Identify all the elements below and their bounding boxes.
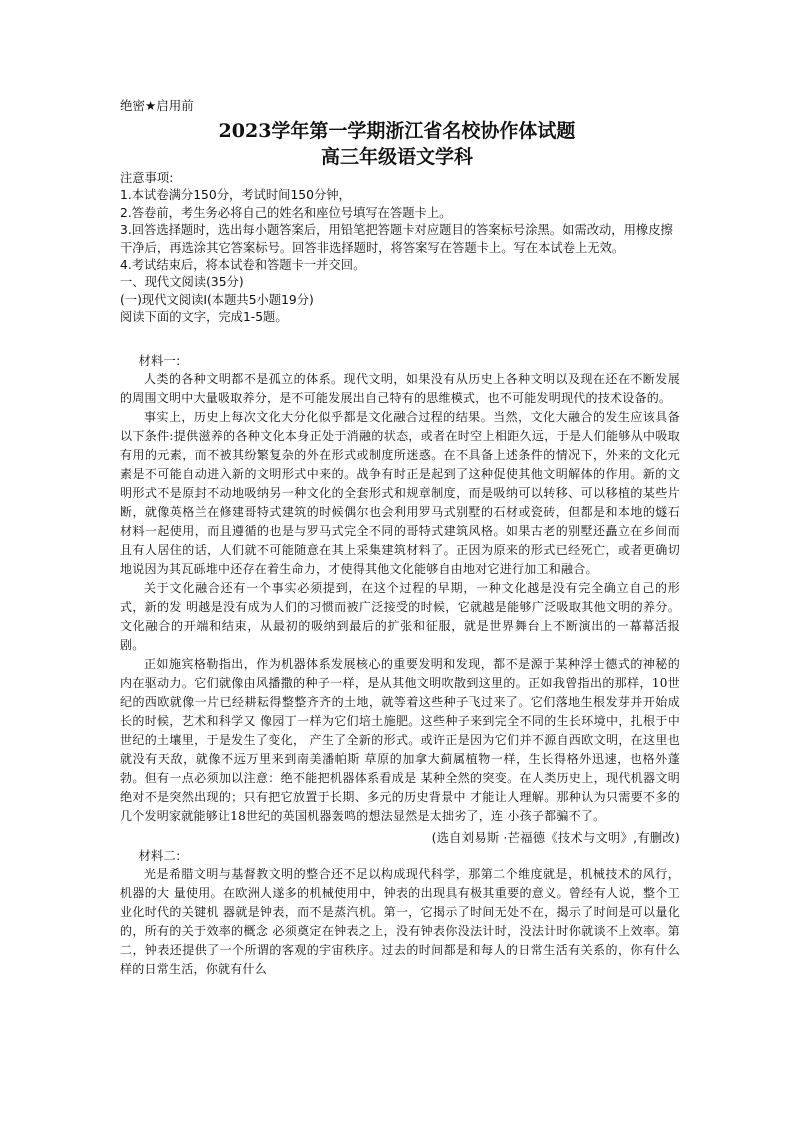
exam-subtitle: 高三年级语文学科 xyxy=(320,146,473,168)
notice-item: 3.回答选择题时，选出每小题答案后，用铅笔把答题卡对应题目的答案标号涂黑。如需改动，用橡皮擦干净后，再选涂其它答案标号。回答非选择题时，将答案写在答题卡上。写在本试卷上无效。 xyxy=(120,223,673,255)
notices-block xyxy=(120,170,680,327)
section-part-heading: 一、现代文阅读(35分) xyxy=(120,275,244,290)
notice-item: 4.考试结束后，将本试卷和答题卡一并交回。 xyxy=(120,258,366,273)
material-one-paragraph: 关于文化融合还有一个事实必须提到，在这个过程的早期，一种文化越是没有完全确立自己的形式，新的发 明越是没有成为人们的习惯而被广泛接受的时候，它就越是能够广泛吸取其他文明的养分。文化融合的开端和结束，从最初的吸纳到最后的扩张和征服，就是世界舞台上不断演出的一幕幕活报剧。 xyxy=(120,581,680,652)
section-sub-heading: (一)现代文阅读I(本题共5小题19分) xyxy=(120,292,314,307)
notices-heading: 注意事项: xyxy=(120,171,174,185)
reading-passage xyxy=(120,353,680,979)
section-instruction: 阅读下面的文字，完成1-5题。 xyxy=(120,310,288,325)
material-one-paragraph: 人类的各种文明都不是孤立的体系。现代文明，如果没有从历史上各种文明以及现在还在不断发展的周围文明中大量吸取养分，是不可能发展出自己特有的思维模式，也不可能发明现代的技术设备的。 xyxy=(120,372,680,405)
material-one-source: (选自刘易斯 ·芒福德《技术与文明》,有删改) xyxy=(431,831,680,845)
notice-item: 1.本试卷满分150分，考试时间150分钟， xyxy=(120,188,351,203)
material-one-paragraph: 正如施宾格勒指出，作为机器体系发展核心的重要发明和发现，都不是源于某种浮士德式的神秘的内在驱动力。它们就像由风播撒的种子一样，是从其他文明吹散到这里的。正如我曾指出的那样，10世纪的西欧就像一片已经耕耘得整整齐齐的土地，就等着这些种子飞过来了。它们落地生根发芽并开始成长的时候，艺术和科学又 像园丁一样为它们培土施肥。这些种子来到完全不同的生长环境中，扎根于中世纪的土壤里，于是发生了变化， 产生了全新的形式。或许正是因为它们并不源自西欧文明，在这里也就没有天敌，就像不远万里来到南美潘帕斯 草原的加拿大蓟属植物一样，生长得格外迅速，也格外蓬勃。但有一点必须加以注意：绝不能把机器体系看成是 某种全然的突变。在人类历史上，现代机器文明绝对不是突然出现的；只有把它放置于长期、多元的历史背景中 才能让人理解。那种认为只需要不多的几个发明家就能够让18世纪的英国机器轰鸣的想法显然是太拙劣了，连 小孩子都骗不了。 xyxy=(120,657,680,823)
exam-title: 2023学年第一学期浙江省名校协作体试题 xyxy=(218,120,576,142)
notice-item: 2.答卷前，考生务必将自己的姓名和座位号填写在答题卡上。 xyxy=(120,205,452,220)
material-one-paragraph: 事实上，历史上每次文化大分化似乎都是文化融合过程的结果。当然，文化大融合的发生应该具备以下条件:提供滋养的各种文化本身正处于消融的状态，或者在时空上相距久远，于是人们能够从中吸取有用的元素，而不被其纷繁复杂的外在形式或制度所迷惑。在不具备上述条件的情况下，外来的文化元素是不可能自动进入新的文明形式中来的。战争有时正是起到了这种促使其他文明解体的作用。新的文明形式不是原封不动地吸纳另一种文化的全套形式和规章制度，而是吸纳可以转移、可以移植的某些片断，就像英格兰在修建哥特式建筑的时候偶尔也会利用罗马式别墅的石材或瓷砖，但都是和本地的燧石材料一起使用，而且遵循的也是与罗马式完全不同的哥特式建筑风格。如果古老的别墅还矗立在乡间而且有人居住的话，人们就不可能随意在其上采集建筑材料了。正因为原来的形式已经死亡，或者更确切地说因为其瓦砾堆中还存在着生命力，才使得其他文化能够自由地对它进行加工和融合。 xyxy=(120,410,680,576)
confidential-label: 绝密★启用前 xyxy=(120,98,194,113)
material-two-label: 材料二: xyxy=(138,849,181,863)
material-two-paragraph: 光是希腊文明与基督教文明的整合还不足以构成现代科学，那第二个维度就是，机械技术的风行，机器的大 量使用。在欧洲人遂多的机械使用中，钟表的出现具有极其重要的意义。曾经有人说，整个工业化时代的关键机 器就是钟表，而不是蒸汽机。第一，它揭示了时间无处不在，揭示了时间是可以量化的，所有的关于效率的概念 必须奠定在钟表之上，没有钟表你没法计时，没法计时你就谈不上效率。第二，钟表还提供了一个所谓的客观的宇宙秩序。过去的时间都是和每人的日常生活有关系的，你有什么样的日常生活，你就有什么 xyxy=(120,867,680,976)
material-one-label: 材料一: xyxy=(138,354,181,368)
